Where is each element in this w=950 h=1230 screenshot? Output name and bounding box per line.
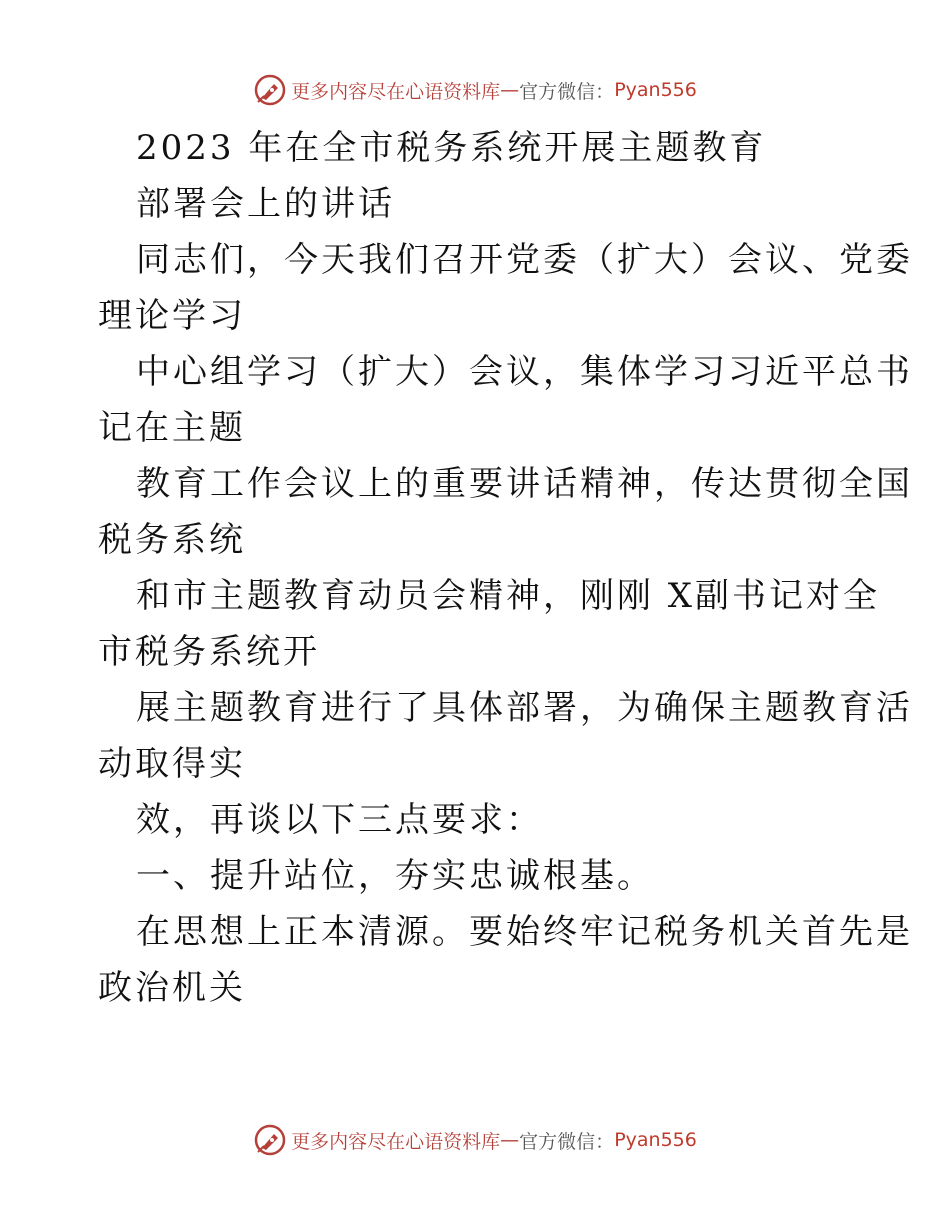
pen-nib-logo-icon bbox=[253, 73, 287, 107]
watermark-wechat-label: 官方微信： bbox=[519, 1130, 615, 1153]
watermark-separator: — bbox=[500, 1129, 520, 1151]
paragraph-line: 和市主题教育动员会精神，刚刚 X副书记对全 bbox=[136, 576, 881, 616]
paragraph-line: 记在主题 bbox=[98, 408, 246, 448]
paragraph bbox=[98, 904, 913, 1016]
paragraph bbox=[98, 568, 881, 680]
document-title-line1: 2023 年在全市税务系统开展主题教育 bbox=[136, 128, 767, 168]
paragraph-line: 展主题教育进行了具体部署，为确保主题教育活 bbox=[136, 688, 913, 728]
watermark-wechat-id: Pyan556 bbox=[614, 1129, 697, 1151]
paragraph bbox=[98, 680, 913, 792]
section-heading: 一、提升站位，夯实忠诚根基。 bbox=[136, 856, 654, 896]
watermark-text: 更多内容尽在心语资料库 bbox=[291, 1130, 501, 1153]
pen-nib-logo-icon bbox=[253, 1123, 287, 1157]
paragraph-line: 理论学习 bbox=[98, 296, 246, 336]
watermark-text: 更多内容尽在心语资料库 bbox=[291, 80, 501, 103]
paragraph-line: 同志们，今天我们召开党委（扩大）会议、党委 bbox=[136, 240, 913, 280]
paragraph bbox=[98, 232, 913, 344]
paragraph-line: 在思想上正本清源。要始终牢记税务机关首先是 bbox=[136, 912, 913, 952]
paragraph-line: 中心组学习（扩大）会议，集体学习习近平总书 bbox=[136, 352, 913, 392]
document-title-line2: 部署会上的讲话 bbox=[136, 184, 395, 224]
paragraph-line: 教育工作会议上的重要讲话精神，传达贯彻全国 bbox=[136, 464, 913, 504]
header-watermark bbox=[0, 70, 950, 110]
watermark-separator: — bbox=[500, 79, 520, 101]
paragraph-line: 效，再谈以下三点要求： bbox=[136, 800, 543, 840]
watermark-wechat-label: 官方微信： bbox=[519, 80, 615, 103]
paragraph-line: 动取得实 bbox=[98, 744, 246, 784]
paragraph bbox=[98, 456, 913, 568]
paragraph-line: 市税务系统开 bbox=[98, 632, 320, 672]
watermark-wechat-id: Pyan556 bbox=[614, 79, 697, 101]
paragraph bbox=[98, 344, 913, 456]
footer-watermark bbox=[0, 1120, 950, 1160]
paragraph-line: 税务系统 bbox=[98, 520, 246, 560]
document-body bbox=[98, 120, 913, 1016]
paragraph-line: 政治机关 bbox=[98, 968, 246, 1008]
